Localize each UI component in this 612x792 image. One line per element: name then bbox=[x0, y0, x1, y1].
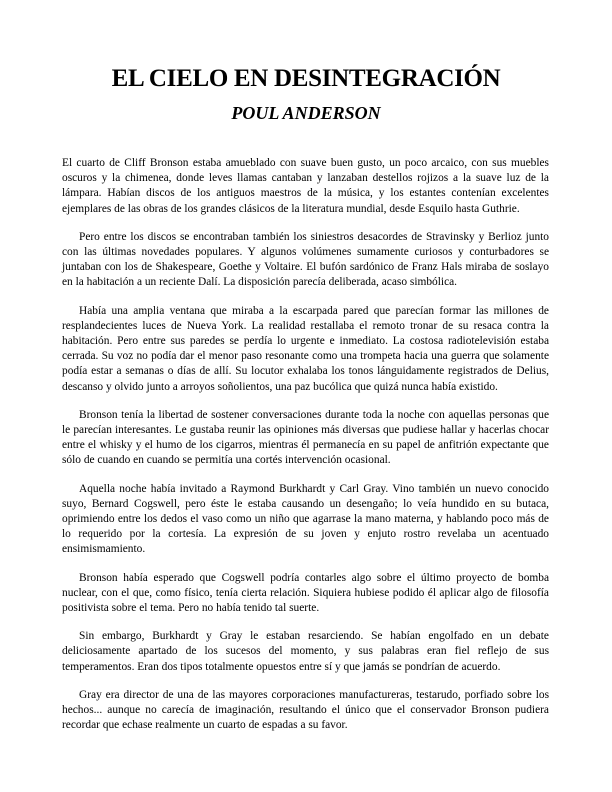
document-body bbox=[62, 156, 549, 747]
document-title: EL CIELO EN DESINTEGRACIÓN bbox=[111, 65, 501, 92]
body-paragraph-7: Sin embargo, Burkhardt y Gray le estaban resarciendo. Se habían engolfado en un debate deliciosamente apartado de los sucesos del momento, y sus palabras eran fiel reflejo de sus temperamentos. Eran dos tipos totalmente opuestos entre sí y que jamás se pondrían de acuerdo. bbox=[62, 630, 549, 673]
body-paragraph-2: Pero entre los discos se encontraban también los siniestros desacordes de Stravinsky y Berlioz junto con las últimas novedades populares. Y algunos volúmenes sumamente curiosos y conturbadores se juntaban con los de Shakespeare, Goethe y Voltaire. El bufón sardónico de Franz Hals miraba de soslayo en la habitación a un reciente Dalí. La disposición parecía deliberada, acaso simbólica. bbox=[62, 230, 549, 289]
body-paragraph-4: Bronson tenía la libertad de sostener conversaciones durante toda la noche con aquellas personas que le parecían interesantes. Le gustaba reunir las opiniones más diversas que pudiese hallar y hacerlas chocar entre el whisky y el humo de los cigarros, mientras él permanecía en su papel de anfitrión expectante que sólo de cuando en cuando se permitía una cortés intervención ocasional. bbox=[62, 408, 549, 467]
body-paragraph-1: El cuarto de Cliff Bronson estaba amueblado con suave buen gusto, un poco arcaico, con sus muebles oscuros y la chimenea, donde leves llamas cantaban y lanzaban destellos rojizos a la suave luz de la lámpara. Habían discos de los antiguos maestros de la música, y los estantes contenían excelentes ejemplares de las obras de los grandes clásicos de la literatura mundial, desde Esquilo hasta Guthrie. bbox=[62, 157, 549, 215]
body-paragraph-3: Había una amplia ventana que miraba a la escarpada pared que parecían formar las millones de resplandecientes luces de Nueva York. La realidad restallaba el remoto tronar de su resaca contra la habitación. Pero entre sus paredes se perdía lo urgente e inmediato. La costosa radiotelevisión estaba cerrada. Su voz no podía dar el menor paso resonante como una trompeta hacia una guerra que solamente podía estar a semanas o días de allí. Su locutor exhalaba los tonos lánguidamente registrados de Delius, descanso y olvido junto a arroyos soñolientos, una paz bucólica que quizá nunca había existido. bbox=[62, 304, 549, 393]
document-author: POUL ANDERSON bbox=[231, 103, 381, 123]
body-paragraph-6: Bronson había esperado que Cogswell podría contarles algo sobre el último proyecto de bomba nuclear, con el que, como físico, tenía cierta relación. Siquiera hubiese podido él aplicar algo de filosofía positivista sobre el tema. Pero no había tenido tal suerte. bbox=[62, 571, 549, 615]
body-paragraph-8: Gray era director de una de las mayores corporaciones manufactureras, testarudo, porfiado sobre los hechos... aunque no carecía de imaginación, resultando el único que el conservador Bronson pudiera recordar que echase realmente un cuarto de espadas a su favor. bbox=[62, 688, 549, 732]
body-paragraph-5: Aquella noche había invitado a Raymond Burkhardt y Carl Gray. Vino también un nuevo conocido suyo, Bernard Cogswell, pero éste le estaba causando un desengaño; lo veía hundido en su butaca, oprimiendo entre los dedos el vaso como un niño que agarrase la mano materna, y hablando poco más de lo requerido por la cortesía. La expresión de su joven y enjuto rostro revelaba un acentuado ensimismamiento. bbox=[62, 482, 549, 556]
